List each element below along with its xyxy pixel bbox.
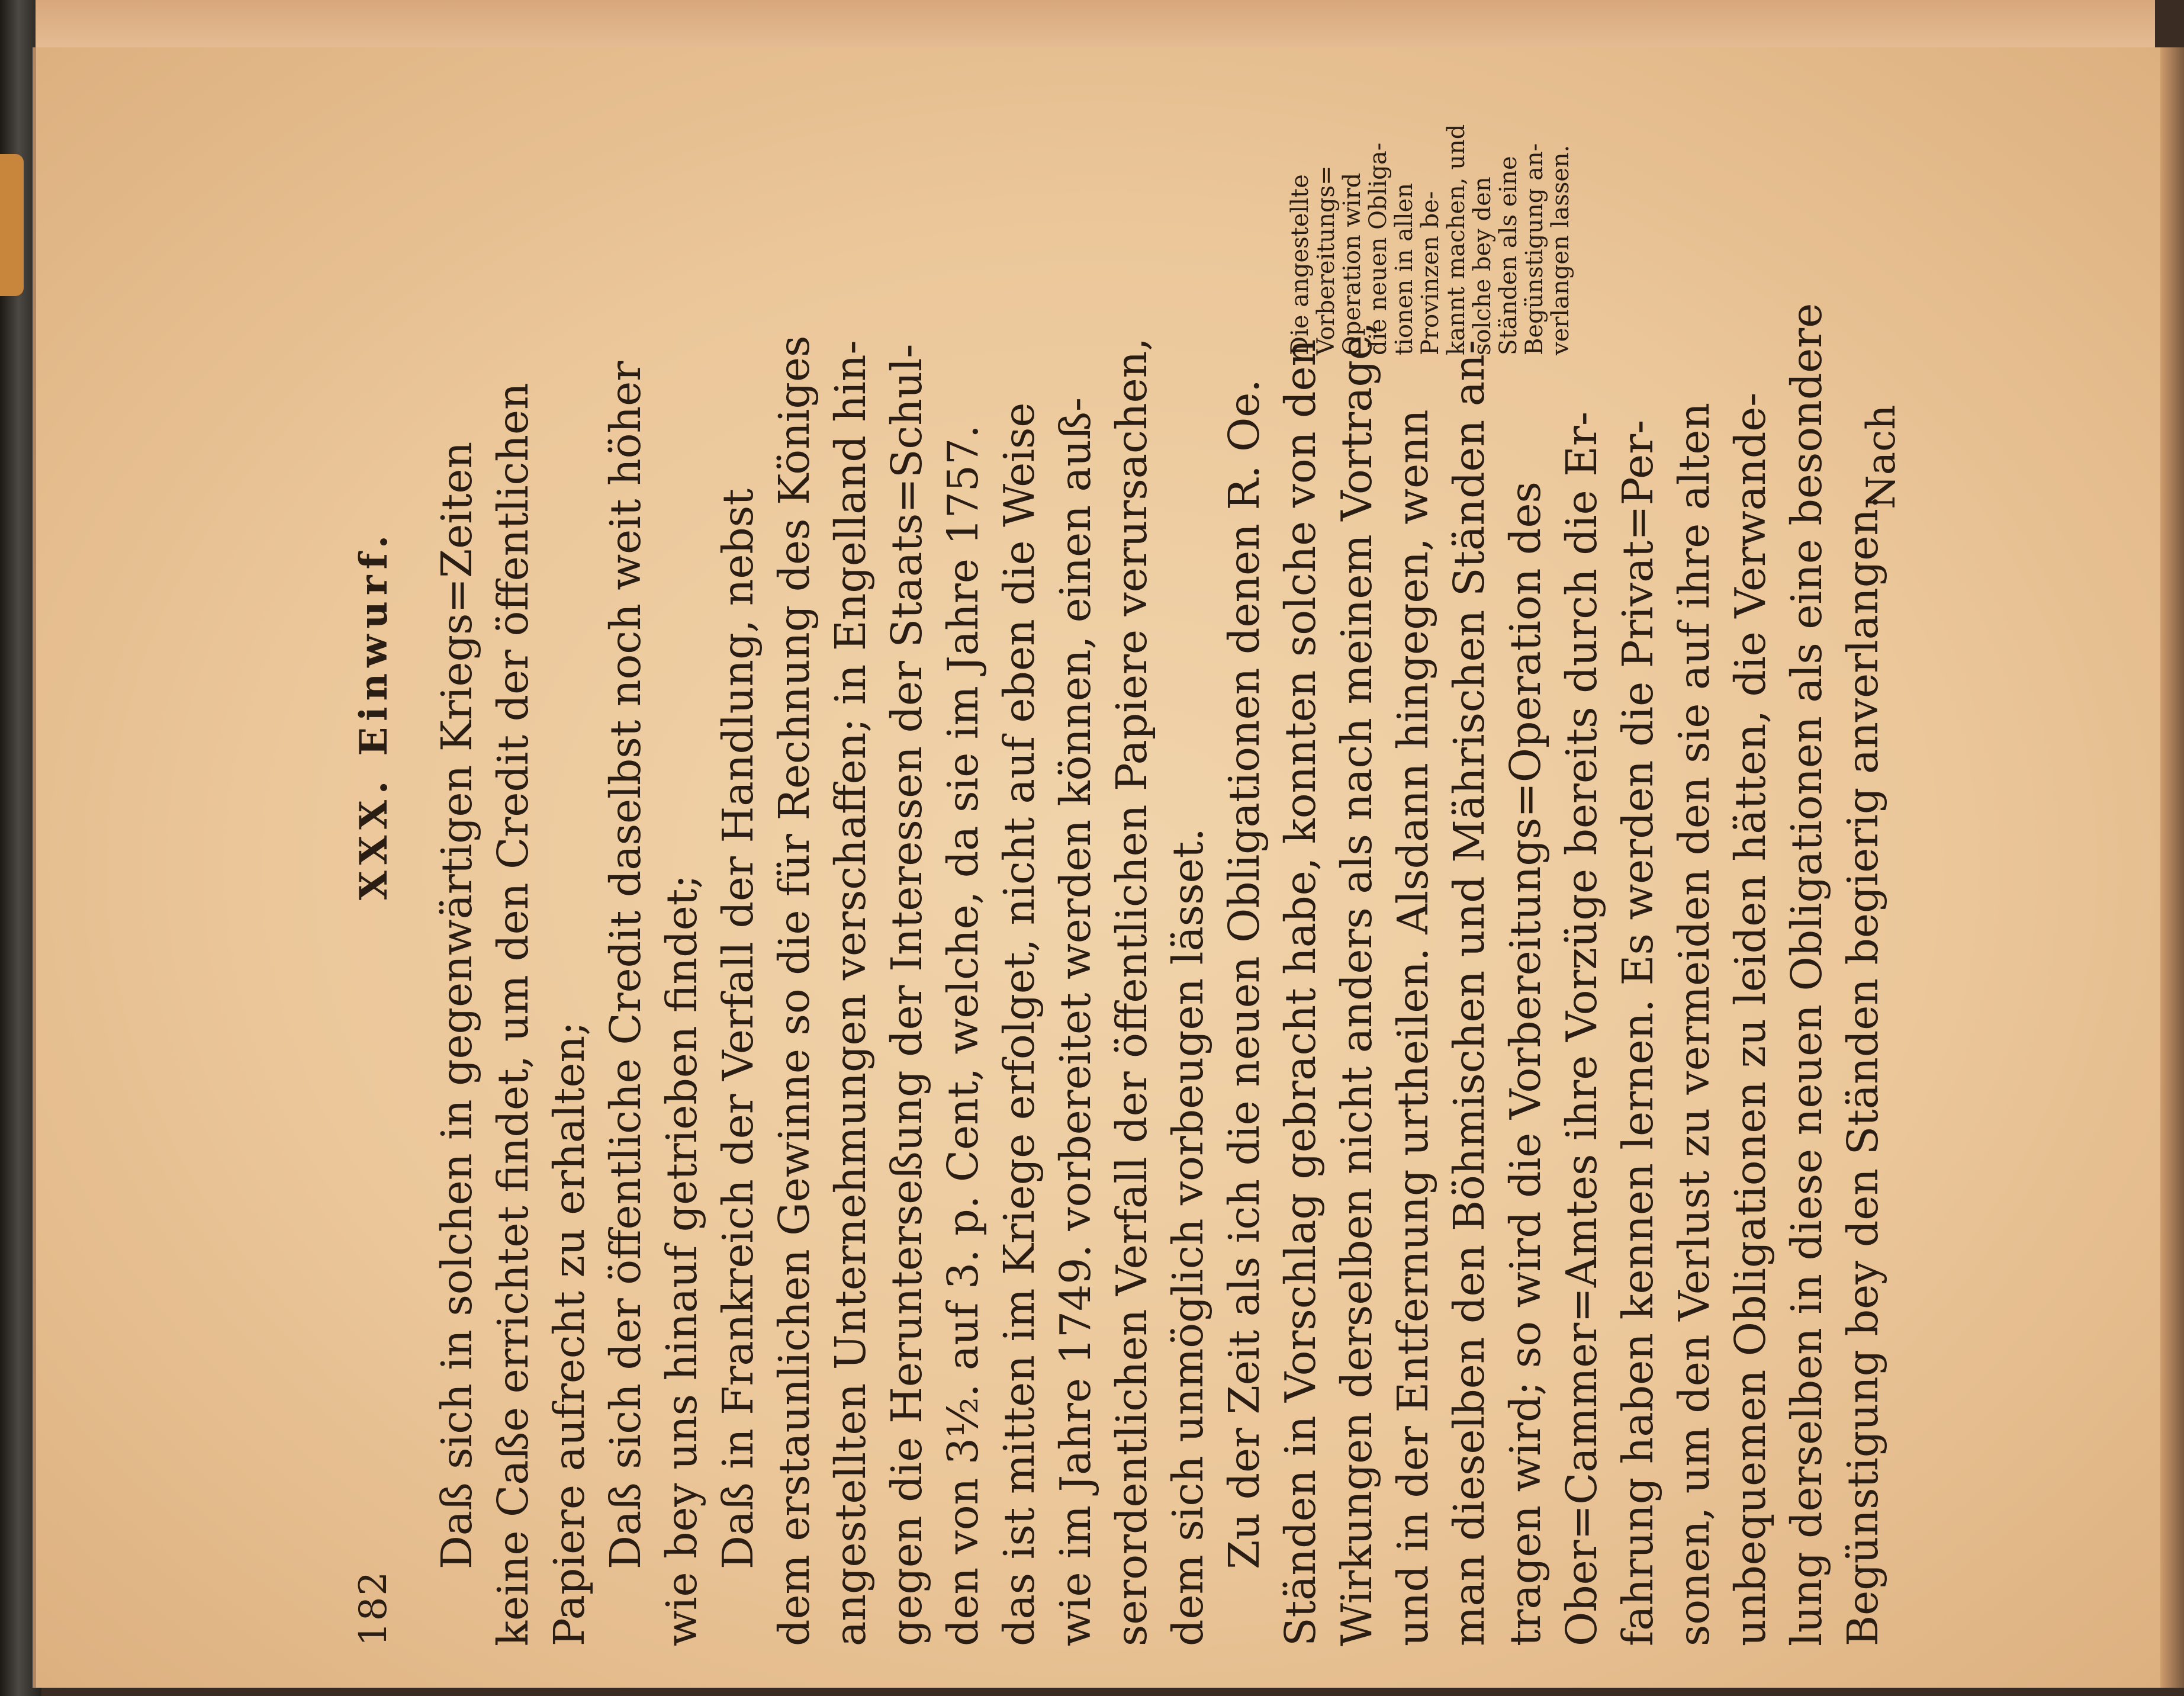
text-line: wie bey uns hinauf getrieben findet; [657, 874, 706, 1646]
text-line: man dieselben den Böhmischen und Mährischen Ständen an- [1445, 340, 1494, 1646]
page-edge-shadow [2160, 47, 2184, 1688]
running-head [346, 373, 411, 1646]
text-line: wie im Jahre 1749. vorbereitet werden können, einen auß- [1051, 397, 1100, 1646]
margin-note-line: Ständen als eine [1495, 156, 1522, 355]
text-line: gegen die Herunterseßung der Interessen der Staats=Schul- [882, 343, 931, 1646]
page-tab [0, 154, 24, 296]
text-line: Zu der Zeit als ich die neuen Obligationen denen R. Oe. [1220, 379, 1269, 1569]
margin-note-line: verlangen lassen. [1547, 144, 1574, 355]
text-line: tragen wird; so wird die Vorbereitungs=Operation des [1501, 481, 1550, 1646]
catchword: Nach [1858, 404, 1904, 509]
text-line: lung derselben in diese neuen Obligationen als eine besondere [1782, 303, 1831, 1646]
margin-note-line: die neuen Obliga- [1365, 142, 1392, 355]
running-title: XXX. Einwurf. [352, 529, 396, 900]
page-number: 182 [352, 1570, 395, 1646]
text-line: Ober=Cammer=Amtes ihre Vorzüge bereits durch die Er- [1557, 412, 1606, 1646]
text-line: Daß sich in solchen in gegenwärtigen Kriegs=Zeiten [432, 441, 481, 1569]
text-line: fahrung haben kennen lernen. Es werden die Privat=Per- [1613, 419, 1662, 1646]
margin-note-line: kannt machen, und [1443, 124, 1470, 355]
text-line: den von 3½. auf 3. p. Cent, welche, da sie im Jahre 1757. [938, 425, 988, 1646]
text-line: Papiere aufrecht zu erhalten; [545, 1021, 594, 1646]
text-line: serordentlichen Verfall der öffentlichen Papiere verursachen, [1107, 338, 1156, 1646]
text-line: und in der Entfernung urtheilen. Alsdann hingegen, wenn [1388, 409, 1437, 1646]
text-line: angestellten Unternehmungen verschaffen; in Engelland hin- [826, 340, 875, 1646]
margin-note-line: Die angestellte [1286, 174, 1314, 355]
text-line: Daß sich der öffentliche Credit daselbst noch weit höher [601, 361, 650, 1569]
text-line: sonen, um den Verlust zu vermeiden den sie auf ihre alten [1670, 402, 1719, 1646]
margin-note-line: Vorbereitungs= [1313, 165, 1340, 355]
text-line: Wirkungen derselben nicht anders als nach meinem Vortrage, [1332, 322, 1381, 1646]
text-line: unbequemen Obligationen zu leiden hätten, die Verwande- [1726, 392, 1775, 1646]
body-text [429, 303, 1891, 1646]
text-line: dem erstaunlichen Gewinne so die für Rechnung des Königes [770, 335, 819, 1646]
text-line: Ständen in Vorschlag gebracht habe, konnten solche von den [1276, 339, 1325, 1646]
margin-note-line: solche bey den [1469, 176, 1496, 355]
margin-note-line: Begünstigung an- [1521, 143, 1548, 355]
text-line: das ist mitten im Kriege erfolget, nicht auf eben die Weise [995, 402, 1044, 1646]
text-line: Daß in Frankreich der Verfall der Handlung, nebst [713, 489, 763, 1569]
margin-note-line: Provinzen be- [1417, 191, 1444, 355]
text-line: dem sich unmöglich vorbeugen lässet. [1163, 828, 1212, 1646]
margin-note-line: tionen in allen [1391, 183, 1418, 355]
rotated-page-content [204, 47, 1980, 1646]
text-line: keine Caße errichtet findet, um den Credit der öffentlichen [488, 383, 538, 1646]
margin-note [1287, 95, 1574, 355]
text-line: Begünstigung bey den Ständen begierig anverlangen. [1838, 495, 1887, 1646]
margin-note-line: Operation wird [1339, 172, 1366, 355]
